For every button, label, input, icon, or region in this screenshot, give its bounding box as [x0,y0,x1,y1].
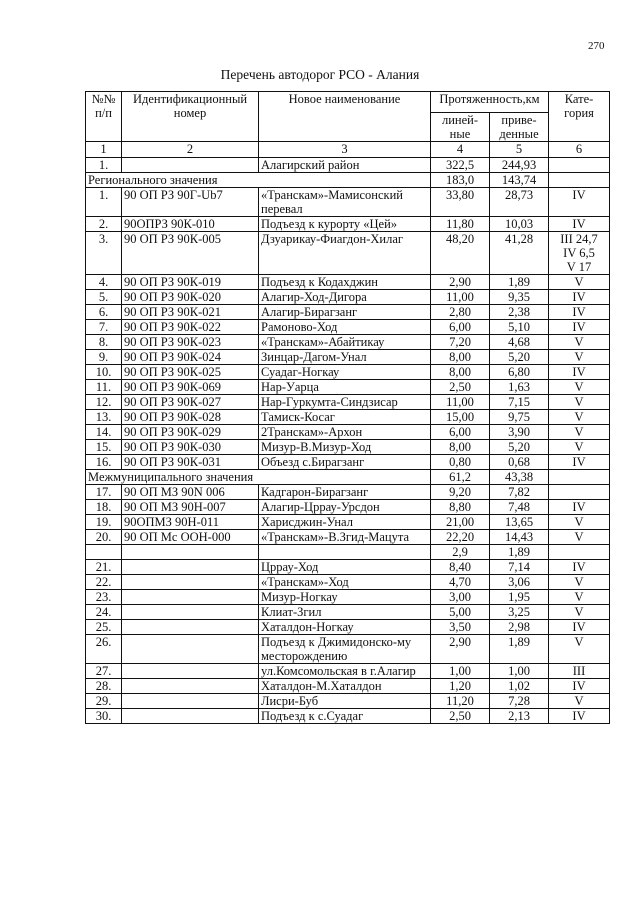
column-number: 2 [122,142,259,158]
row-category: V [549,350,610,365]
row-category: V [549,335,610,350]
row-id: 90 ОП МЗ 90N 006 [122,485,259,500]
row-linear: 33,80 [431,188,490,217]
row-linear: 15,00 [431,410,490,425]
table-row [86,500,610,515]
row-name: Кадгарон-Бирагзанг [259,485,431,500]
row-category: IV [549,500,610,515]
row-num: 19. [86,515,122,530]
row-category: V [549,410,610,425]
row-name: Рамоново-Ход [259,320,431,335]
table-row [86,694,610,709]
row-num: 21. [86,560,122,575]
section-linear: 183,0 [431,173,490,188]
table-row [86,188,610,217]
row-reduced: 1,63 [490,380,549,395]
row-reduced: 14,43 [490,530,549,545]
document-title: Перечень автодорог РСО - Алания [220,67,420,82]
row-id: 90 ОП РЗ 90К-023 [122,335,259,350]
row-name: Мизур-В.Мизур-Ход [259,440,431,455]
row-reduced: 9,75 [490,410,549,425]
row-category [549,158,610,173]
row-linear: 11,20 [431,694,490,709]
row-reduced: 1,89 [490,275,549,290]
table-row [86,425,610,440]
row-reduced: 1,00 [490,664,549,679]
row-linear: 2,90 [431,275,490,290]
row-id: 90 ОП РЗ 90К-031 [122,455,259,470]
row-linear: 11,00 [431,395,490,410]
row-category: IV [549,188,610,217]
row-id: 90 ОП РЗ 90К-025 [122,365,259,380]
row-linear: 11,00 [431,290,490,305]
row-linear: 2,50 [431,709,490,724]
row-category: V [549,515,610,530]
row-category: V [549,575,610,590]
row-reduced: 10,03 [490,217,549,232]
row-name: Нар-Уарца [259,380,431,395]
row-reduced: 1,95 [490,590,549,605]
row-reduced: 3,90 [490,425,549,440]
table-row [86,440,610,455]
row-name: Хаталдон-Ногкау [259,620,431,635]
row-reduced: 0,68 [490,455,549,470]
row-id [122,590,259,605]
table-row [86,709,610,724]
row-num: 25. [86,620,122,635]
row-id [122,560,259,575]
table-row-subtotal [86,545,610,560]
row-name: Нар-Гуркумта-Синдзисар [259,395,431,410]
table-row [86,590,610,605]
row-category: V [549,275,610,290]
row-reduced: 7,28 [490,694,549,709]
column-number: 1 [86,142,122,158]
row-name: Клиат-Згил [259,605,431,620]
table-row [86,217,610,232]
row-num: 3. [86,232,122,275]
row-linear: 8,00 [431,350,490,365]
row-name: Дзуарикау-Фиагдон-Хилаг [259,232,431,275]
row-category: IV [549,305,610,320]
row-num: 23. [86,590,122,605]
row-num: 7. [86,320,122,335]
row-linear: 7,20 [431,335,490,350]
row-category: IV [549,217,610,232]
row-num: 1. [86,188,122,217]
row-reduced: 1,89 [490,635,549,664]
row-id: 90ОПМЗ 90Н-011 [122,515,259,530]
table-row [86,679,610,694]
row-category: IV [549,560,610,575]
row-reduced: 4,68 [490,335,549,350]
row-linear: 48,20 [431,232,490,275]
row-num: 18. [86,500,122,515]
row-num: 4. [86,275,122,290]
header-ident: Идентификационный номер [122,92,259,142]
table-row [86,232,610,275]
row-num: 29. [86,694,122,709]
row-num: 17. [86,485,122,500]
row-linear: 22,20 [431,530,490,545]
row-reduced: 2,13 [490,709,549,724]
table-row [86,380,610,395]
row-num: 5. [86,290,122,305]
row-num: 12. [86,395,122,410]
row-name: «Транскам»-Абайтикау [259,335,431,350]
row-name: Подъезд к с.Суадаг [259,709,431,724]
row-linear: 6,00 [431,425,490,440]
column-number: 3 [259,142,431,158]
row-reduced: 5,20 [490,350,549,365]
row-category [549,485,610,500]
row-category: V [549,635,610,664]
row-category: IV [549,365,610,380]
row-category: V [549,425,610,440]
table-row [86,485,610,500]
row-category: IV [549,679,610,694]
roads-table [85,91,610,724]
row-linear: 2,50 [431,380,490,395]
row-linear: 2,9 [431,545,490,560]
section-category [549,173,610,188]
row-num: 27. [86,664,122,679]
section-reduced: 43,38 [490,470,549,485]
row-reduced: 7,15 [490,395,549,410]
table-row [86,305,610,320]
row-reduced: 41,28 [490,232,549,275]
row-id [122,575,259,590]
table-row [86,575,610,590]
row-category: V [549,380,610,395]
row-id [122,694,259,709]
row-name: «Транскам»-В.Згид-Мацута [259,530,431,545]
row-num: 28. [86,679,122,694]
row-num: 20. [86,530,122,545]
row-num: 13. [86,410,122,425]
section-reduced: 143,74 [490,173,549,188]
table-row [86,664,610,679]
row-id [122,545,259,560]
row-id: 90ОПРЗ 90К-010 [122,217,259,232]
row-num: 1. [86,158,122,173]
section-row-municipal [86,470,610,485]
row-reduced: 6,80 [490,365,549,380]
row-category: IV [549,709,610,724]
row-linear: 3,50 [431,620,490,635]
row-name: Тамиск-Косаг [259,410,431,425]
row-linear: 8,00 [431,440,490,455]
row-category: IV [549,290,610,305]
table-row [86,620,610,635]
row-id [122,664,259,679]
column-number-row [86,142,610,158]
row-name: Лисри-Буб [259,694,431,709]
row-id [122,605,259,620]
row-linear: 8,80 [431,500,490,515]
row-name: Хаталдон-М.Хаталдон [259,679,431,694]
row-linear: 2,80 [431,305,490,320]
row-name: Объезд с.Бирагзанг [259,455,431,470]
table-row [86,335,610,350]
row-name: Алагир-Бирагзанг [259,305,431,320]
row-linear: 0,80 [431,455,490,470]
row-category: IV [549,320,610,335]
header-linear: линей- ные [431,113,490,142]
row-num [86,545,122,560]
section-linear: 61,2 [431,470,490,485]
row-id: 90 ОП РЗ 90К-005 [122,232,259,275]
row-category: V [549,395,610,410]
row-category: IV [549,620,610,635]
row-reduced: 2,98 [490,620,549,635]
row-id [122,158,259,173]
row-category: III [549,664,610,679]
row-linear: 8,40 [431,560,490,575]
row-reduced: 1,89 [490,545,549,560]
row-num: 2. [86,217,122,232]
row-id: 90 ОП Мс ООН-000 [122,530,259,545]
row-reduced: 3,25 [490,605,549,620]
table-row [86,350,610,365]
row-linear: 1,20 [431,679,490,694]
row-reduced: 7,48 [490,500,549,515]
row-name: Алагир-Ход-Дигора [259,290,431,305]
row-category: V [549,605,610,620]
row-num: 8. [86,335,122,350]
table-row [86,560,610,575]
row-id [122,620,259,635]
row-id: 90 ОП РЗ 90К-024 [122,350,259,365]
column-number: 4 [431,142,490,158]
row-name: Алагир-Цррау-Урсдон [259,500,431,515]
table-row [86,365,610,380]
row-reduced: 7,82 [490,485,549,500]
row-linear: 3,00 [431,590,490,605]
row-num: 24. [86,605,122,620]
row-linear: 5,00 [431,605,490,620]
row-id: 90 ОП РЗ 90К-069 [122,380,259,395]
row-id: 90 ОП РЗ 90К-019 [122,275,259,290]
row-linear: 2,90 [431,635,490,664]
row-reduced: 5,20 [490,440,549,455]
row-id: 90 ОП РЗ 90К-027 [122,395,259,410]
table-row [86,395,610,410]
row-reduced: 244,93 [490,158,549,173]
row-linear: 6,00 [431,320,490,335]
row-id [122,709,259,724]
row-reduced: 2,38 [490,305,549,320]
row-name: Подъезд к Джимидонско-му месторождению [259,635,431,664]
row-name: Харисджин-Унал [259,515,431,530]
row-linear: 4,70 [431,575,490,590]
row-id: 90 ОП РЗ 90К-029 [122,425,259,440]
row-num: 22. [86,575,122,590]
row-name: «Транскам»-Мамисонский перевал [259,188,431,217]
row-linear: 8,00 [431,365,490,380]
row-linear: 1,00 [431,664,490,679]
section-label: Межмуниципального значения [86,470,431,485]
header-name: Новое наименование [259,92,431,142]
row-num: 15. [86,440,122,455]
row-linear: 9,20 [431,485,490,500]
table-row [86,530,610,545]
row-linear: 11,80 [431,217,490,232]
section-category [549,470,610,485]
row-name: Суадаг-Ногкау [259,365,431,380]
header-reduced: приве- денные [490,113,549,142]
section-row-regional [86,173,610,188]
row-name: Подъезд к курорту «Цей» [259,217,431,232]
row-id: 90 ОП РЗ 90К-020 [122,290,259,305]
row-num: 30. [86,709,122,724]
row-id: 90 ОП РЗ 90К-022 [122,320,259,335]
table-row [86,320,610,335]
section-label: Регионального значения [86,173,431,188]
row-linear: 322,5 [431,158,490,173]
row-name: Зинцар-Дагом-Унал [259,350,431,365]
row-num: 11. [86,380,122,395]
row-reduced: 3,06 [490,575,549,590]
row-category: V [549,530,610,545]
row-name [259,545,431,560]
row-reduced: 5,10 [490,320,549,335]
row-name: 2Транскам»-Архон [259,425,431,440]
row-name: Мизур-Ногкау [259,590,431,605]
table-row [86,515,610,530]
row-name: ул.Комсомольская в г.Алагир [259,664,431,679]
row-name: Подъезд к Кодахджин [259,275,431,290]
row-id [122,679,259,694]
row-num: 16. [86,455,122,470]
column-number: 6 [549,142,610,158]
district-name: Алагирский район [259,158,431,173]
row-reduced: 9,35 [490,290,549,305]
row-name: «Транскам»-Ход [259,575,431,590]
row-category: V [549,440,610,455]
row-num: 10. [86,365,122,380]
row-num: 26. [86,635,122,664]
row-id: 90 ОП РЗ 90К-021 [122,305,259,320]
header-length: Протяженность,км [431,92,549,113]
row-id: 90 ОП РЗ 90К-028 [122,410,259,425]
column-number: 5 [490,142,549,158]
row-num: 9. [86,350,122,365]
row-category [549,545,610,560]
header-num: №№ п/п [86,92,122,142]
table-row [86,290,610,305]
row-category: III 24,7 IV 6,5 V 17 [549,232,610,275]
row-category: V [549,694,610,709]
row-category: V [549,590,610,605]
table-row [86,455,610,470]
row-id: 90 ОП МЗ 90Н-007 [122,500,259,515]
page-number: 270 [588,40,605,52]
row-reduced: 13,65 [490,515,549,530]
header-category: Кате- гория [549,92,610,142]
row-id: 90 ОП РЗ 90К-030 [122,440,259,455]
table-row [86,410,610,425]
row-id: 90 ОП РЗ 90Г-Ub7 [122,188,259,217]
row-num: 6. [86,305,122,320]
row-name: Цррау-Ход [259,560,431,575]
row-reduced: 28,73 [490,188,549,217]
district-row [86,158,610,173]
row-num: 14. [86,425,122,440]
table-row [86,275,610,290]
row-linear: 21,00 [431,515,490,530]
table-row [86,605,610,620]
row-id [122,635,259,664]
row-reduced: 1,02 [490,679,549,694]
row-reduced: 7,14 [490,560,549,575]
table-row [86,635,610,664]
row-category: IV [549,455,610,470]
